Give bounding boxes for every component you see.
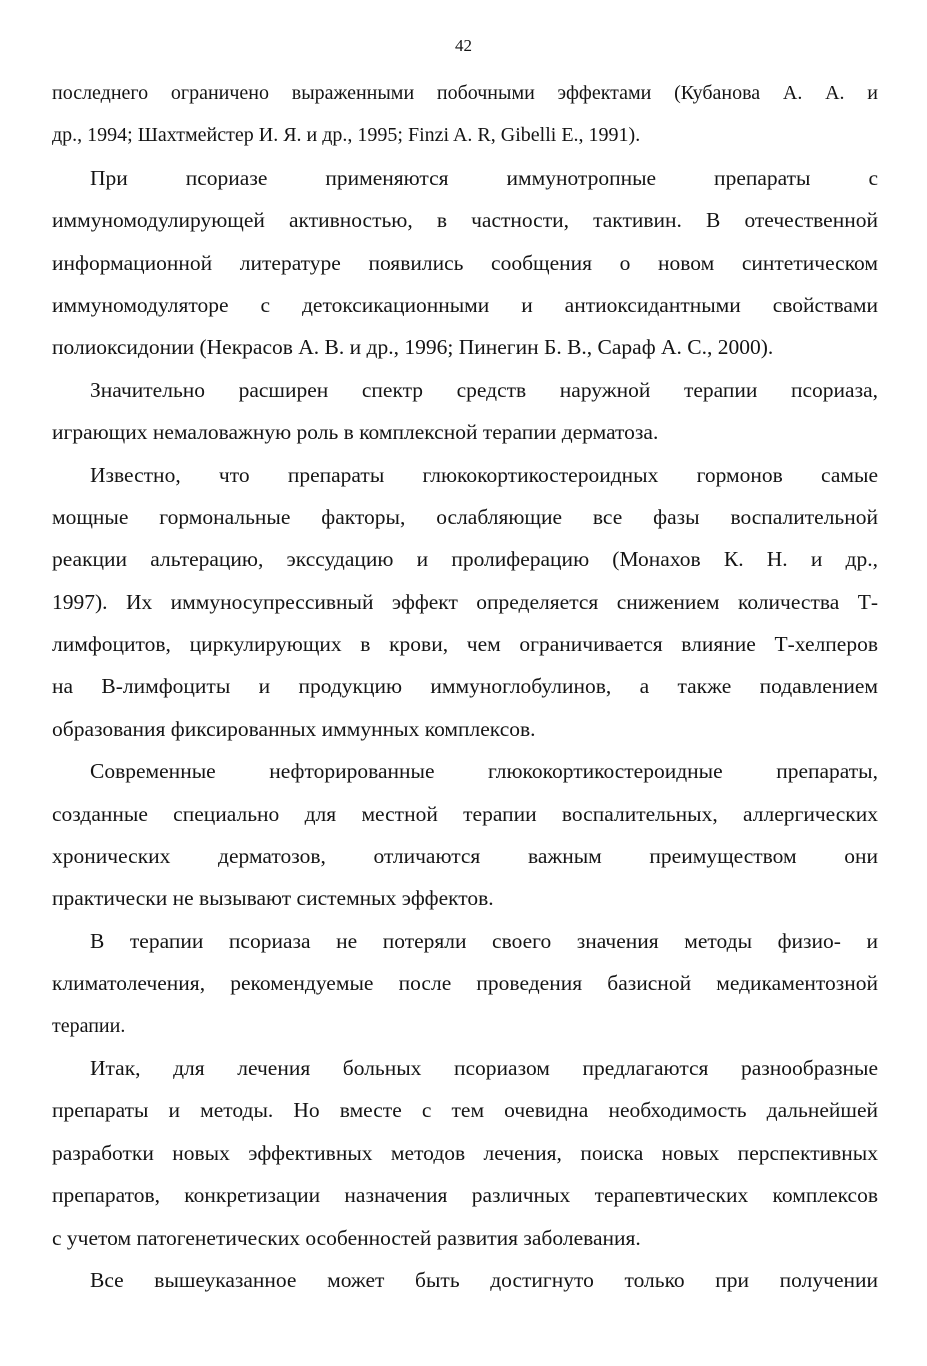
paragraph bbox=[52, 750, 878, 920]
text-line: др., 1994; Шахтмейстер И. Я. и др., 1995; Finzi A. R, Gibelli E., 1991). bbox=[52, 124, 641, 147]
paragraph bbox=[52, 1047, 878, 1259]
text-line: иммуномодуляторе с детоксикационными и антиоксидантными свойствами bbox=[52, 292, 878, 317]
paragraph bbox=[52, 369, 878, 454]
text-line: с учетом патогенетических особенностей развития заболевания. bbox=[52, 1225, 641, 1250]
paragraph bbox=[52, 72, 878, 157]
paragraph bbox=[52, 1259, 878, 1301]
text-line: климатолечения, рекомендуемые после проведения базисной медикаментозной bbox=[52, 971, 878, 996]
text-line: разработки новых эффективных методов лечения, поиска новых перспективных bbox=[52, 1140, 878, 1165]
text-line: Значительно расширен спектр средств наружной терапии псориаза, bbox=[90, 377, 878, 402]
text-line: Известно, что препараты глюкокортикостероидных гормонов самые bbox=[90, 462, 878, 487]
text-line: полиоксидонии (Некрасов А. В. и др., 1996; Пинегин Б. В., Сараф А. С., 2000). bbox=[52, 335, 774, 360]
text-line: практически не вызывают системных эффектов. bbox=[52, 886, 494, 911]
paragraph bbox=[52, 157, 878, 369]
text-line: хронических дерматозов, отличаются важным преимуществом они bbox=[52, 844, 878, 869]
text-line: Все вышеуказанное может быть достигнуто только при получении bbox=[90, 1267, 878, 1292]
text-line: созданные специально для местной терапии воспалительных, аллергических bbox=[52, 801, 878, 826]
text-line: препараты и методы. Но вместе с тем очевидна необходимость дальнейшей bbox=[52, 1098, 878, 1123]
body-text bbox=[52, 72, 878, 1301]
text-line: информационной литературе появились сообщения о новом синтетическом bbox=[52, 250, 878, 275]
text-line: терапии. bbox=[52, 1014, 126, 1037]
text-line: Современные нефторированные глюкокортикостероидные препараты, bbox=[90, 759, 878, 784]
text-line: последнего ограничено выраженными побочными эффектами (Кубанова А. А. и bbox=[52, 82, 878, 104]
text-line: 1997). Их иммуносупрессивный эффект определяется снижением количества Т- bbox=[52, 589, 878, 614]
text-line: образования фиксированных иммунных комплексов. bbox=[52, 716, 536, 741]
text-line: Итак, для лечения больных псориазом предлагаются разнообразные bbox=[90, 1055, 878, 1080]
text-line: В терапии псориаза не потеряли своего значения методы физио- и bbox=[90, 928, 878, 953]
text-line: При псориазе применяются иммунотропные препараты с bbox=[90, 165, 878, 190]
text-line: лимфоцитов, циркулирующих в крови, чем ограничивается влияние Т-хелперов bbox=[52, 632, 878, 657]
text-line: играющих немаловажную роль в комплексной терапии дерматоза. bbox=[52, 420, 659, 445]
paragraph bbox=[52, 920, 878, 1047]
text-line: препаратов, конкретизации назначения различных терапевтических комплексов bbox=[52, 1183, 878, 1208]
text-line: на В-лимфоциты и продукцию иммуноглобулинов, а также подавлением bbox=[52, 674, 878, 699]
text-line: реакции альтерацию, экссудацию и пролиферацию (Монахов К. Н. и др., bbox=[52, 547, 878, 572]
text-line: мощные гормональные факторы, ослабляющие все фазы воспалительной bbox=[52, 504, 878, 529]
page-number: 42 bbox=[455, 36, 472, 55]
text-line: иммуномодулирующей активностью, в частности, тактивин. В отечественной bbox=[52, 208, 878, 233]
paragraph bbox=[52, 454, 878, 751]
